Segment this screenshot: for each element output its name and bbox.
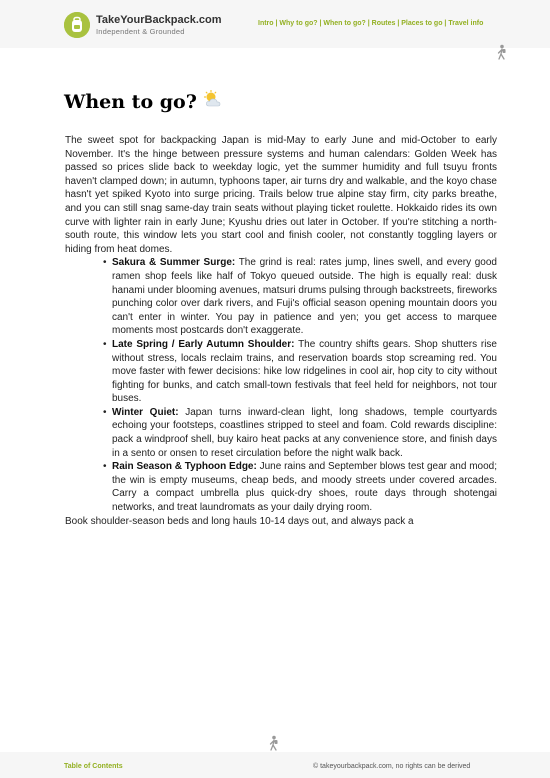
- table-of-contents-link[interactable]: Table of Contents: [64, 763, 123, 770]
- point-text: Japan turns inward-clean light, long shadows, temple courtyards echoing your footsteps, coastlines stripped to steel and foam. Cold rewards discipline: pack a windproof shell, buy kairo heat packs at any convenience store, and finish days in a sento or onsen to reset circulation before the night walk back.: [112, 406, 498, 459]
- brand-tagline: Independent & Grounded: [96, 27, 185, 36]
- point-title: Late Spring / Early Autumn Shoulder:: [112, 338, 295, 350]
- point-title: Winter Quiet:: [112, 406, 179, 418]
- copyright-text: © takeyourbackpack.com, no rights can be derived: [313, 763, 471, 770]
- nav-separator: |: [442, 20, 449, 27]
- main-content: [65, 134, 497, 528]
- nav-travel-info[interactable]: Travel info: [448, 20, 484, 27]
- sun-behind-cloud-icon: [203, 90, 223, 113]
- season-list: [65, 256, 497, 514]
- nav-when-to-go[interactable]: When to go?: [323, 20, 366, 27]
- point-text: The country shifts gears. Shop shutters rise without stress, locals reclaim trains, and reservation boards stop screaming red. You move faster with fewer decisions: hike low ridgelines in cool air, hop city to city without fighting for bunks, and catch small-town festivals that feel held for neighbors, not tour buses.: [112, 338, 497, 405]
- nav-separator: |: [395, 20, 402, 27]
- nav-separator: |: [317, 20, 324, 27]
- nav-separator: |: [273, 20, 280, 27]
- point-title: Rain Season & Typhoon Edge:: [112, 461, 257, 473]
- point-text: The grind is real: rates jump, lines swell, and every good ramen shop feels like half of Tokyo queued outside. The high is equally real: dusk hanami under blooming avenues, matsuri drums pulsing through backstreets, fireworks punching color over dark rivers, and Fuji's official season opening mountain doors you can't enter in winter. You pay in patience and yen; you get access to marquee moments most postcards don't exaggerate.: [112, 257, 497, 337]
- brand-title[interactable]: TakeYourBackpack.com: [96, 14, 222, 26]
- title-row: [64, 90, 223, 113]
- list-item: [112, 406, 497, 460]
- point-title: Sakura & Summer Surge:: [112, 257, 236, 269]
- top-nav: [258, 20, 483, 27]
- intro-paragraph: The sweet spot for backpacking Japan is mid-May to early June and mid-October to early November. It's the hinge between pressure systems and human calendars: Golden Week has passed so prices slide back to weekday logic, yet the summer humidity and full tsuyu fronts haven't clamped down; in autumn, typhoons taper, air turns dry and walkable, and the koyo chase hasn't yet spiked Kyoto into surge pricing. Trails below true alpine stay firm, city parks breathe, and you can still snag same-day train seats without playing ticket roulette. Hokkaido rides its own curve with lighter rain in early June; Kyushu dries out later in October. If you're stitching a north-south route, this window lets you start cool and finish cooler, not constantly toggling layers or hiding from heat domes.: [65, 135, 497, 255]
- hiker-icon: [496, 44, 508, 65]
- site-footer: [0, 752, 550, 778]
- nav-intro[interactable]: Intro: [258, 20, 274, 27]
- nav-routes[interactable]: Routes: [371, 20, 396, 27]
- page-title: When to go?: [64, 90, 197, 113]
- list-item: [112, 256, 497, 338]
- list-item: [112, 460, 497, 514]
- point-text: June rains and September blows test gear and mood; the win is empty museums, cheap beds, and moody streets under covered arcades. Carry a compact umbrella plus quick-dry shoes, route days through shotengai networks, and treat laundromats as your daily drying room.: [112, 461, 497, 514]
- closing-paragraph: Book shoulder-season beds and long hauls 10-14 days out, and always pack a: [65, 515, 414, 527]
- nav-separator: |: [365, 20, 372, 27]
- backpack-logo-icon[interactable]: [64, 12, 90, 38]
- nav-why-to-go[interactable]: Why to go?: [279, 20, 318, 27]
- nav-places-to-go[interactable]: Places to go: [401, 20, 443, 27]
- site-header: [0, 0, 550, 48]
- list-item: [112, 338, 497, 406]
